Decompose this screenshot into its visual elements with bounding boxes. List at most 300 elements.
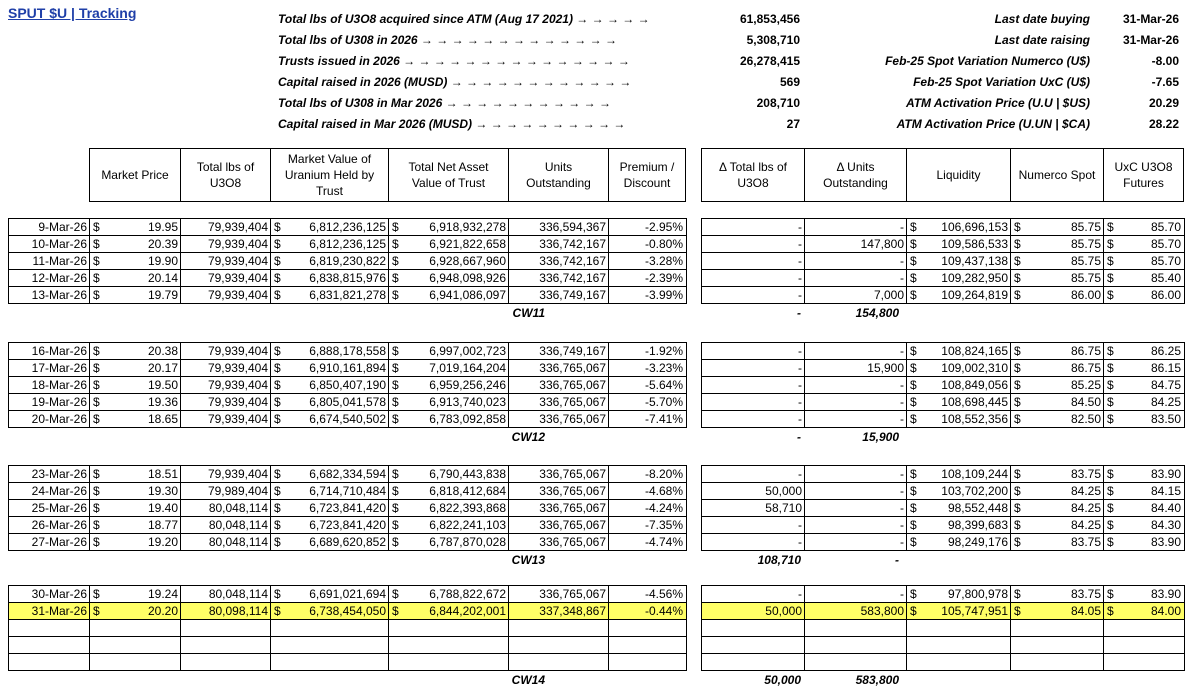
cell-value: 108,552,356 [941, 412, 1008, 426]
currency-symbol: $ [274, 254, 281, 268]
uxc-cell [1103, 482, 1184, 499]
cell-value: 86.75 [1070, 344, 1101, 358]
cell-value: 20.39 [147, 237, 178, 251]
numerco-cell [1010, 393, 1104, 410]
uxc-cell [1103, 393, 1184, 410]
cell-value: 6,928,667,960 [429, 254, 506, 268]
liquidity-cell [906, 602, 1011, 619]
summary-right-value: 20.29 [1148, 96, 1179, 110]
market-price-cell [89, 636, 181, 653]
cell-value: 6,674,540,502 [309, 412, 386, 426]
market-price-cell [89, 653, 181, 670]
total-lbs-cell: 80,098,114 [180, 602, 271, 619]
cell-value: 86.00 [1070, 288, 1101, 302]
cell-value: 85.75 [1070, 220, 1101, 234]
numerco-cell [1010, 342, 1104, 359]
nav-cell [388, 516, 509, 533]
premium-cell: -8.20% [608, 465, 686, 482]
cell-value: 6,910,161,894 [309, 361, 386, 375]
cell-value: 20.14 [147, 271, 178, 285]
currency-symbol: $ [93, 587, 100, 601]
cell-value: 20.17 [147, 361, 178, 375]
summary-value: 26,278,415 [739, 54, 800, 68]
currency-symbol: $ [910, 518, 917, 532]
market-price-cell [89, 533, 181, 550]
units-cell: 336,765,067 [508, 482, 609, 499]
delta-lbs-cell: - [701, 359, 805, 376]
cell-value: 6,844,202,001 [429, 604, 506, 618]
currency-symbol: $ [910, 604, 917, 618]
nav-cell [388, 619, 509, 636]
nav-cell [388, 602, 509, 619]
numerco-cell [1010, 636, 1104, 653]
currency-symbol: $ [392, 535, 399, 549]
cell-value: 86.75 [1070, 361, 1101, 375]
cell-value: 98,399,683 [947, 518, 1008, 532]
cell-value: 82.50 [1070, 412, 1101, 426]
numerco-cell [1010, 235, 1104, 252]
currency-symbol: $ [910, 501, 917, 515]
currency-symbol: $ [93, 467, 100, 481]
liquidity-cell [906, 619, 1011, 636]
week-label: CW11 [512, 306, 545, 320]
delta-lbs-cell: 58,710 [701, 499, 805, 516]
cell-value: 86.15 [1150, 361, 1181, 375]
currency-symbol: $ [274, 484, 281, 498]
uxc-cell [1103, 269, 1184, 286]
cell-value: 85.75 [1070, 237, 1101, 251]
cell-value: 83.90 [1150, 467, 1181, 481]
summary-right-label: Feb-25 Spot Variation Numerco (U$) [885, 54, 1090, 68]
cell-value: 109,437,138 [941, 254, 1008, 268]
nav-cell [388, 235, 509, 252]
market-price-cell [89, 269, 181, 286]
delta-lbs-cell: - [701, 342, 805, 359]
cell-value: 98,552,448 [947, 501, 1008, 515]
nav-cell [388, 218, 509, 235]
summary-value: 569 [779, 75, 800, 89]
week-label: CW13 [511, 553, 545, 567]
nav-cell [388, 393, 509, 410]
uxc-cell [1103, 410, 1184, 427]
currency-symbol: $ [1014, 288, 1021, 302]
delta-units-cell: 7,000 [804, 286, 907, 303]
date-cell: 25-Mar-26 [8, 499, 90, 516]
cell-value: 19.36 [147, 395, 178, 409]
premium-cell: -3.99% [608, 286, 686, 303]
delta-lbs-cell: - [701, 218, 805, 235]
cell-value: 83.75 [1070, 587, 1101, 601]
currency-symbol: $ [1014, 254, 1021, 268]
delta-lbs-cell: - [701, 393, 805, 410]
units-cell: 336,765,067 [508, 359, 609, 376]
delta-lbs-cell: - [701, 516, 805, 533]
week-label: CW14 [511, 673, 545, 687]
currency-symbol: $ [93, 395, 100, 409]
liquidity-cell [906, 636, 1011, 653]
currency-symbol: $ [1014, 220, 1021, 234]
cell-value: 6,738,454,050 [309, 604, 386, 618]
currency-symbol: $ [910, 587, 917, 601]
cell-value: 19.24 [147, 587, 178, 601]
currency-symbol: $ [274, 412, 281, 426]
uxc-cell [1103, 533, 1184, 550]
week-total-lbs: - [797, 306, 801, 320]
total-lbs-cell: 79,939,404 [180, 218, 271, 235]
week-total-lbs: - [797, 430, 801, 444]
market-value-cell [270, 636, 389, 653]
cell-value: 6,959,256,246 [429, 378, 506, 392]
nav-cell [388, 585, 509, 602]
units-cell: 336,749,167 [508, 286, 609, 303]
summary-value: 208,710 [756, 96, 800, 110]
currency-symbol: $ [392, 254, 399, 268]
uxc-cell [1103, 286, 1184, 303]
date-cell: 9-Mar-26 [8, 218, 90, 235]
nav-cell [388, 286, 509, 303]
week-total-units: 15,900 [862, 430, 899, 444]
delta-units-cell: - [804, 465, 907, 482]
currency-symbol: $ [93, 361, 100, 375]
delta-units-cell: - [804, 269, 907, 286]
date-cell: 23-Mar-26 [8, 465, 90, 482]
cell-value: 109,002,310 [941, 361, 1008, 375]
delta-lbs-cell: - [701, 235, 805, 252]
numerco-cell [1010, 653, 1104, 670]
delta-units-cell: - [804, 585, 907, 602]
currency-symbol: $ [392, 237, 399, 251]
cell-value: 97,800,978 [947, 587, 1008, 601]
units-cell: 336,765,067 [508, 499, 609, 516]
market-price-cell [89, 602, 181, 619]
premium-cell: -4.68% [608, 482, 686, 499]
cell-value: 19.90 [147, 254, 178, 268]
cell-value: 83.90 [1150, 535, 1181, 549]
currency-symbol: $ [1107, 484, 1114, 498]
units-cell: 336,765,067 [508, 533, 609, 550]
total-lbs-cell: 80,048,114 [180, 499, 271, 516]
date-cell [8, 636, 90, 653]
total-lbs-cell: 79,939,404 [180, 410, 271, 427]
currency-symbol: $ [910, 535, 917, 549]
nav-cell [388, 465, 509, 482]
date-cell: 16-Mar-26 [8, 342, 90, 359]
cell-value: 109,282,950 [941, 271, 1008, 285]
summary-label: Total lbs of U308 in Mar 2026 → → → → → → → → → → → [278, 96, 611, 110]
total-lbs-cell [180, 653, 271, 670]
cell-value: 6,913,740,023 [429, 395, 506, 409]
cell-value: 84.25 [1070, 518, 1101, 532]
cell-value: 98,249,176 [947, 535, 1008, 549]
currency-symbol: $ [93, 412, 100, 426]
currency-symbol: $ [1014, 604, 1021, 618]
liquidity-cell [906, 516, 1011, 533]
delta-units-cell: - [804, 393, 907, 410]
numerco-cell [1010, 585, 1104, 602]
premium-cell: -4.56% [608, 585, 686, 602]
total-lbs-cell [180, 619, 271, 636]
currency-symbol: $ [93, 501, 100, 515]
cell-value: 84.30 [1150, 518, 1181, 532]
header-delta-units: Δ Units Outstanding [804, 148, 907, 202]
week-total-units: - [895, 553, 899, 567]
currency-symbol: $ [274, 501, 281, 515]
currency-symbol: $ [93, 535, 100, 549]
currency-symbol: $ [392, 288, 399, 302]
delta-lbs-cell: - [701, 376, 805, 393]
cell-value: 6,831,821,278 [309, 288, 386, 302]
total-lbs-cell: 79,939,404 [180, 252, 271, 269]
date-cell: 11-Mar-26 [8, 252, 90, 269]
delta-lbs-cell [701, 653, 805, 670]
cell-value: 6,822,241,103 [429, 518, 506, 532]
uxc-cell [1103, 235, 1184, 252]
premium-cell: -3.28% [608, 252, 686, 269]
nav-cell [388, 482, 509, 499]
numerco-cell [1010, 410, 1104, 427]
date-cell: 30-Mar-26 [8, 585, 90, 602]
currency-symbol: $ [93, 271, 100, 285]
cell-value: 108,698,445 [941, 395, 1008, 409]
currency-symbol: $ [910, 254, 917, 268]
uxc-cell [1103, 252, 1184, 269]
nav-cell [388, 410, 509, 427]
currency-symbol: $ [392, 484, 399, 498]
header-nav: Total Net Asset Value of Trust [388, 148, 509, 202]
market-value-cell [270, 533, 389, 550]
currency-symbol: $ [1014, 378, 1021, 392]
currency-symbol: $ [392, 467, 399, 481]
market-value-cell [270, 286, 389, 303]
total-lbs-cell: 79,939,404 [180, 393, 271, 410]
cell-value: 19.79 [147, 288, 178, 302]
currency-symbol: $ [274, 395, 281, 409]
cell-value: 103,702,200 [941, 484, 1008, 498]
cell-value: 84.15 [1150, 484, 1181, 498]
market-value-cell [270, 393, 389, 410]
currency-symbol: $ [1014, 237, 1021, 251]
market-value-cell [270, 376, 389, 393]
cell-value: 6,818,412,684 [429, 484, 506, 498]
summary-label: Trusts issued in 2026 → → → → → → → → → → → → → → → [278, 54, 630, 68]
delta-units-cell [804, 636, 907, 653]
currency-symbol: $ [1107, 344, 1114, 358]
currency-symbol: $ [274, 288, 281, 302]
units-cell: 336,742,167 [508, 235, 609, 252]
numerco-cell [1010, 482, 1104, 499]
summary-right-value: -8.00 [1151, 54, 1179, 68]
currency-symbol: $ [1014, 587, 1021, 601]
market-value-cell [270, 342, 389, 359]
header-market-price: Market Price [89, 148, 181, 202]
delta-units-cell: - [804, 516, 907, 533]
uxc-cell [1103, 619, 1184, 636]
market-price-cell [89, 359, 181, 376]
cell-value: 20.20 [147, 604, 178, 618]
cell-value: 85.70 [1150, 237, 1181, 251]
market-price-cell [89, 516, 181, 533]
market-price-cell [89, 218, 181, 235]
header-units: Units Outstanding [508, 148, 609, 202]
date-cell: 12-Mar-26 [8, 269, 90, 286]
numerco-cell [1010, 465, 1104, 482]
premium-cell: -2.39% [608, 269, 686, 286]
total-lbs-cell: 79,939,404 [180, 342, 271, 359]
nav-cell [388, 376, 509, 393]
currency-symbol: $ [1014, 484, 1021, 498]
uxc-cell [1103, 585, 1184, 602]
delta-lbs-cell: 50,000 [701, 602, 805, 619]
cell-value: 85.70 [1150, 254, 1181, 268]
delta-units-cell: - [804, 499, 907, 516]
market-value-cell [270, 269, 389, 286]
cell-value: 6,723,841,420 [309, 518, 386, 532]
units-cell: 336,765,067 [508, 410, 609, 427]
cell-value: 84.25 [1150, 395, 1181, 409]
cell-value: 85.40 [1150, 271, 1181, 285]
cell-value: 6,790,443,838 [429, 467, 506, 481]
numerco-cell [1010, 602, 1104, 619]
units-cell [508, 636, 609, 653]
premium-cell: -4.24% [608, 499, 686, 516]
liquidity-cell [906, 499, 1011, 516]
currency-symbol: $ [274, 361, 281, 375]
header-numerco: Numerco Spot [1010, 148, 1104, 202]
currency-symbol: $ [274, 344, 281, 358]
cell-value: 86.00 [1150, 288, 1181, 302]
market-value-cell [270, 359, 389, 376]
nav-cell [388, 653, 509, 670]
currency-symbol: $ [392, 395, 399, 409]
cell-value: 6,997,002,723 [429, 344, 506, 358]
cell-value: 85.25 [1070, 378, 1101, 392]
currency-symbol: $ [1107, 587, 1114, 601]
market-value-cell [270, 410, 389, 427]
currency-symbol: $ [910, 467, 917, 481]
total-lbs-cell: 79,939,404 [180, 359, 271, 376]
nav-cell [388, 269, 509, 286]
cell-value: 6,714,710,484 [309, 484, 386, 498]
cell-value: 6,948,098,926 [429, 271, 506, 285]
liquidity-cell [906, 218, 1011, 235]
uxc-cell [1103, 636, 1184, 653]
currency-symbol: $ [1107, 467, 1114, 481]
date-cell: 13-Mar-26 [8, 286, 90, 303]
cell-value: 18.65 [147, 412, 178, 426]
cell-value: 6,682,334,594 [309, 467, 386, 481]
market-price-cell [89, 376, 181, 393]
cell-value: 86.25 [1150, 344, 1181, 358]
currency-symbol: $ [93, 288, 100, 302]
premium-cell: -5.64% [608, 376, 686, 393]
summary-right-label: ATM Activation Price (U.U | $US) [905, 96, 1090, 110]
market-price-cell [89, 286, 181, 303]
total-lbs-cell: 79,939,404 [180, 286, 271, 303]
summary-right-value: -7.65 [1151, 75, 1179, 89]
delta-units-cell: - [804, 376, 907, 393]
nav-cell [388, 533, 509, 550]
delta-units-cell: 15,900 [804, 359, 907, 376]
cell-value: 6,723,841,420 [309, 501, 386, 515]
currency-symbol: $ [93, 378, 100, 392]
date-cell: 27-Mar-26 [8, 533, 90, 550]
units-cell: 336,765,067 [508, 376, 609, 393]
uxc-cell [1103, 359, 1184, 376]
nav-cell [388, 359, 509, 376]
currency-symbol: $ [274, 535, 281, 549]
date-cell: 10-Mar-26 [8, 235, 90, 252]
market-price-cell [89, 619, 181, 636]
delta-lbs-cell [701, 636, 805, 653]
delta-units-cell: - [804, 533, 907, 550]
market-value-cell [270, 499, 389, 516]
uxc-cell [1103, 342, 1184, 359]
summary-value: 61,853,456 [739, 12, 800, 26]
premium-cell [608, 636, 686, 653]
header-market-value: Market Value of Uranium Held by Trust [270, 148, 389, 202]
market-price-cell [89, 235, 181, 252]
numerco-cell [1010, 359, 1104, 376]
uxc-cell [1103, 602, 1184, 619]
cell-value: 109,264,819 [941, 288, 1008, 302]
currency-symbol: $ [1107, 220, 1114, 234]
market-value-cell [270, 602, 389, 619]
nav-cell [388, 252, 509, 269]
units-cell [508, 619, 609, 636]
market-value-cell [270, 252, 389, 269]
currency-symbol: $ [1107, 378, 1114, 392]
currency-symbol: $ [910, 237, 917, 251]
cell-value: 6,787,870,028 [429, 535, 506, 549]
cell-value: 6,788,822,672 [429, 587, 506, 601]
cell-value: 105,747,951 [941, 604, 1008, 618]
currency-symbol: $ [1014, 535, 1021, 549]
liquidity-cell [906, 235, 1011, 252]
cell-value: 83.50 [1150, 412, 1181, 426]
units-cell: 336,749,167 [508, 342, 609, 359]
market-price-cell [89, 499, 181, 516]
premium-cell: -1.92% [608, 342, 686, 359]
week-total-units: 583,800 [855, 673, 899, 687]
header-uxc: UxC U3O8 Futures [1103, 148, 1184, 202]
market-value-cell [270, 465, 389, 482]
units-cell: 336,742,167 [508, 269, 609, 286]
summary-right-label: ATM Activation Price (U.UN | $CA) [896, 117, 1090, 131]
total-lbs-cell: 79,989,404 [180, 482, 271, 499]
currency-symbol: $ [1014, 361, 1021, 375]
cell-value: 6,691,021,694 [309, 587, 386, 601]
currency-symbol: $ [910, 361, 917, 375]
units-cell: 336,765,067 [508, 585, 609, 602]
cell-value: 84.00 [1150, 604, 1181, 618]
sheet-title: SPUT $U | Tracking [8, 5, 137, 21]
delta-lbs-cell [701, 619, 805, 636]
uxc-cell [1103, 218, 1184, 235]
delta-units-cell: - [804, 482, 907, 499]
currency-symbol: $ [274, 604, 281, 618]
cell-value: 7,019,164,204 [429, 361, 506, 375]
cell-value: 6,888,178,558 [309, 344, 386, 358]
numerco-cell [1010, 286, 1104, 303]
liquidity-cell [906, 359, 1011, 376]
cell-value: 84.75 [1150, 378, 1181, 392]
cell-value: 83.90 [1150, 587, 1181, 601]
units-cell: 337,348,867 [508, 602, 609, 619]
summary-label: Total lbs of U3O8 acquired since ATM (Aug 17 2021) → → → → → [278, 12, 650, 26]
market-price-cell [89, 585, 181, 602]
delta-lbs-cell: - [701, 410, 805, 427]
units-cell: 336,765,067 [508, 516, 609, 533]
